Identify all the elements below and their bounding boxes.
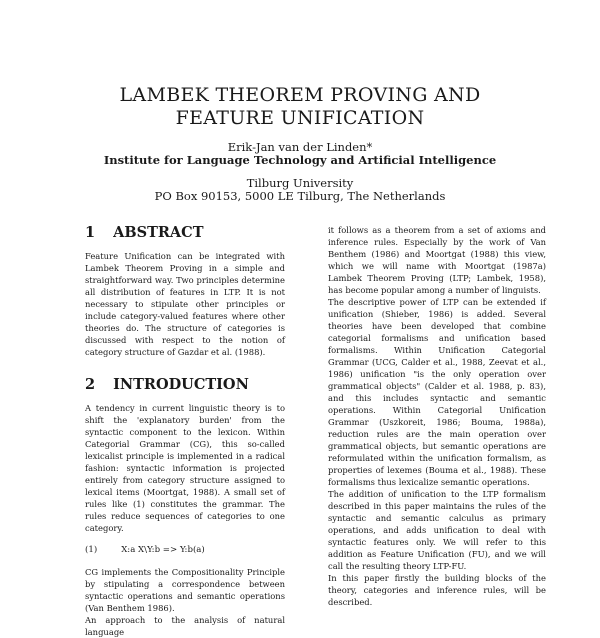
paper-title: [60, 84, 540, 130]
address-line-2: PO Box 90153, 5000 LE Tilburg, The Netherlands: [154, 189, 446, 203]
section-heading-abstract: [85, 224, 285, 242]
right-column: [328, 224, 546, 608]
body-paragraph: The descriptive power of LTP can be extended if unification (Shieber, 1986) is added. Several theories have been developed that combine categorial formalisms and unification based formalisms. Within Unification Categorial Grammar (UCG, Calder et al., 1988, Zeevat et al., 1986) unification "is the only operation over grammatical objects" (Calder et al. 1988, p. 83), and this includes syntactic and semantic operations. Within Categorial Unification Grammar (Uszkoreit, 1986; Bouma, 1988a), reduction rules are the main operation over grammatical objects, but semantic operations are reformulated within the unification formalism, as properties of lexemes (Bouma et al., 1988). These formalisms thus lexicalize semantic operations.: [328, 297, 546, 487]
section-heading-introduction: [85, 376, 285, 394]
intro-paragraph: An approach to the analysis of natural language: [85, 615, 285, 637]
section-title: INTRODUCTION: [113, 376, 249, 393]
author-affiliation: Institute for Language Technology and Artificial Intelligence: [103, 153, 497, 167]
body-paragraph: it follows as a theorem from a set of axioms and inference rules. Especially by the work of Van Benthem (1986) and Moortgat (1988) this view, which we will name with Moortgat (1987a) Lambek Theorem Proving (LTP; Lambek, 1958), has become popular among a number of linguists.: [328, 225, 546, 295]
formula-1: [85, 544, 285, 556]
formula-text: X:a X\Y:b => Y:b(a): [121, 545, 205, 555]
title-line-1: LAMBEK THEOREM PROVING AND: [119, 84, 481, 106]
title-line-2: FEATURE UNIFICATION: [175, 107, 425, 129]
abstract-text: Feature Unification can be integrated with Lambek Theorem Proving in a simple and straightforward way. Two principles determine all distribution of features in LTP. It is not necessary to stipulate other principles or include category-valued features where other theories do. The structure of categories is discussed with respect to the notion of category structure of Gazdar et al. (1988).: [85, 251, 285, 357]
section-title: ABSTRACT: [113, 224, 204, 241]
body-paragraph: The addition of unification to the LTP formalism described in this paper maintains the rules of the syntactic and semantic calculus as primary operations, and adds unification to deal with syntactic features only. We will refer to this addition as Feature Unification (FU), and we will call the resulting theory LTP-FU.: [328, 489, 546, 571]
intro-paragraph: CG implements the Compositionality Principle by stipulating a correspondence between syntactic operations and semantic operations (Van Benthem 1986).: [85, 567, 285, 613]
intro-paragraph: A tendency in current linguistic theory is to shift the 'explanatory burden' from the syntactic component to the lexicon. Within Categorial Grammar (CG), this so-called lexicalist principle is implemented in a radical fashion: syntactic information is projected entirely from category structure assigned to lexical items (Moortgat, 1988). A small set of rules like (1) constitutes the grammar. The rules reduce sequences of categories to one category.: [85, 403, 285, 533]
author-name: Erik-Jan van der Linden*: [227, 140, 373, 154]
formula-number: (1): [85, 545, 98, 555]
left-column: [85, 224, 285, 638]
section-number: 1: [85, 224, 96, 241]
body-paragraph: In this paper firstly the building blocks of the theory, categories and inference rules, will be described.: [328, 573, 546, 607]
address-line-1: Tilburg University: [246, 176, 354, 190]
section-number: 2: [85, 376, 96, 393]
